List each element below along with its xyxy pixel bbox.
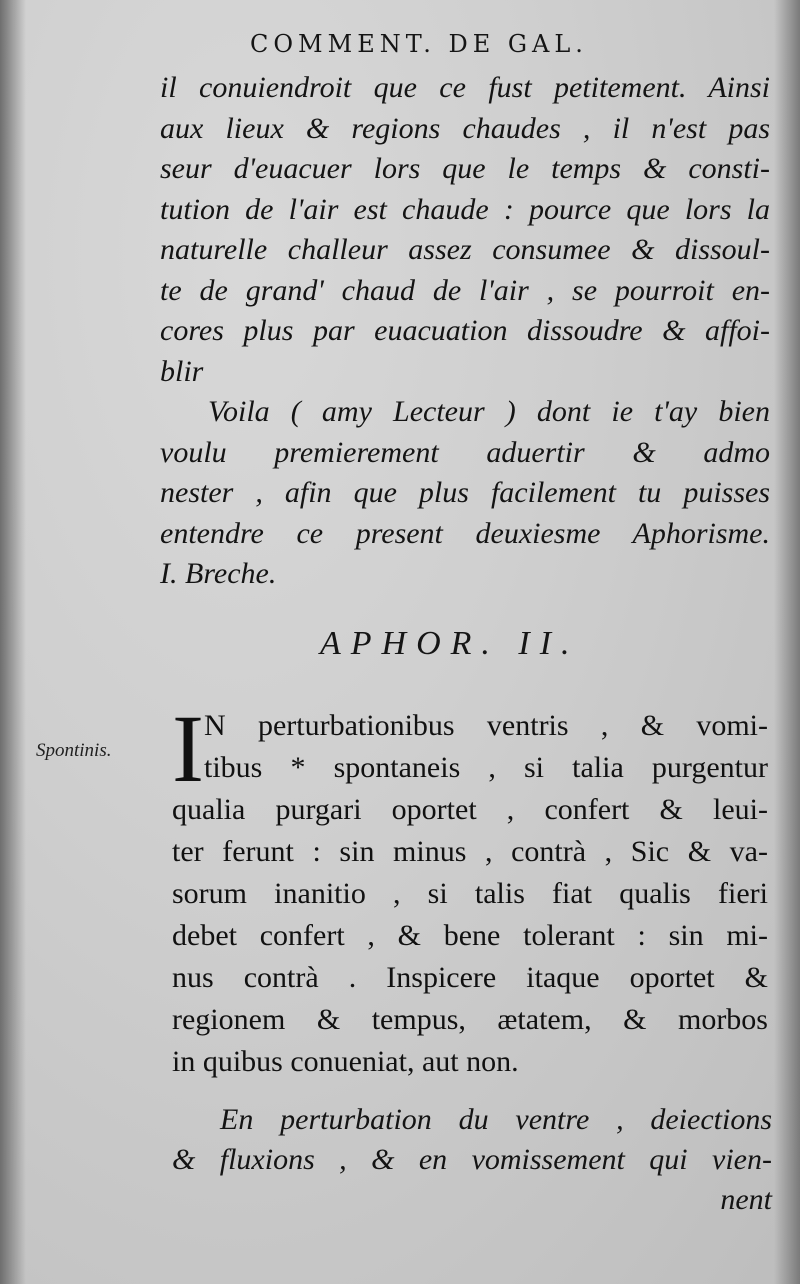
signature: I. Breche.	[160, 557, 277, 590]
text-line: entendre ce present deuxiesme Aphorisme.	[160, 516, 770, 550]
text-line: En perturbation du ventre , deiections	[220, 1103, 772, 1136]
text-line: naturelle challeur assez consumee & dissoul-	[160, 233, 770, 266]
running-head: COMMENT. DE GAL.	[250, 30, 588, 58]
text-line: nus contrà . Inspicere itaque oportet &	[172, 961, 768, 994]
address-paragraph	[160, 392, 770, 595]
text-line: debet confert , & bene tolerant : sin mi-	[172, 919, 768, 952]
continuation-paragraph	[160, 68, 770, 392]
text-line: & fluxions , & en vomissement qui vien-	[172, 1143, 772, 1176]
catchword: nent	[720, 1183, 772, 1216]
text-line: tibus * spontaneis , si talia purgentur	[204, 751, 768, 784]
text-line: tution de l'air est chaude : pource que lors la	[160, 192, 770, 226]
margin-note: Spontinis.	[36, 740, 112, 761]
right-page-edge-shadow	[774, 0, 800, 1284]
french-translation	[172, 1100, 772, 1220]
text-line: qualia purgari oportet , confert & leui-	[172, 793, 768, 826]
aphorism-title: APHOR. II.	[320, 625, 580, 662]
text-line: aux lieux & regions chaudes , il n'est pas	[160, 111, 770, 145]
text-line: ter ferunt : sin minus , contrà , Sic & va-	[172, 835, 768, 868]
text-line: voulu premierement aduertir & admo	[160, 435, 770, 469]
text-line: te de grand' chaud de l'air , se pourroit en-	[160, 273, 770, 307]
text-line: in quibus conueniat, aut non.	[172, 1045, 519, 1078]
drop-cap: I	[172, 695, 204, 802]
latin-aphorism-text	[172, 695, 768, 1083]
text-line: seur d'euacuer lors que le temps & consti-	[160, 152, 770, 185]
text-line: regionem & tempus, ætatem, & morbos	[172, 1003, 768, 1036]
text-line: il conuiendroit que ce fust petitement. Ainsi	[160, 71, 770, 104]
text-line: nester , afin que plus facilement tu puisses	[160, 476, 770, 509]
text-line: cores plus par euacuation dissoudre & affoi-	[160, 314, 770, 347]
text-line: sorum inanitio , si talis fiat qualis fieri	[172, 877, 768, 910]
text-line: blir	[160, 354, 204, 388]
left-page-edge-shadow	[0, 0, 26, 1284]
text-line: Voila ( amy Lecteur ) dont ie t'ay bien	[208, 395, 770, 428]
text-line: N perturbationibus ventris , & vomi-	[204, 709, 768, 742]
